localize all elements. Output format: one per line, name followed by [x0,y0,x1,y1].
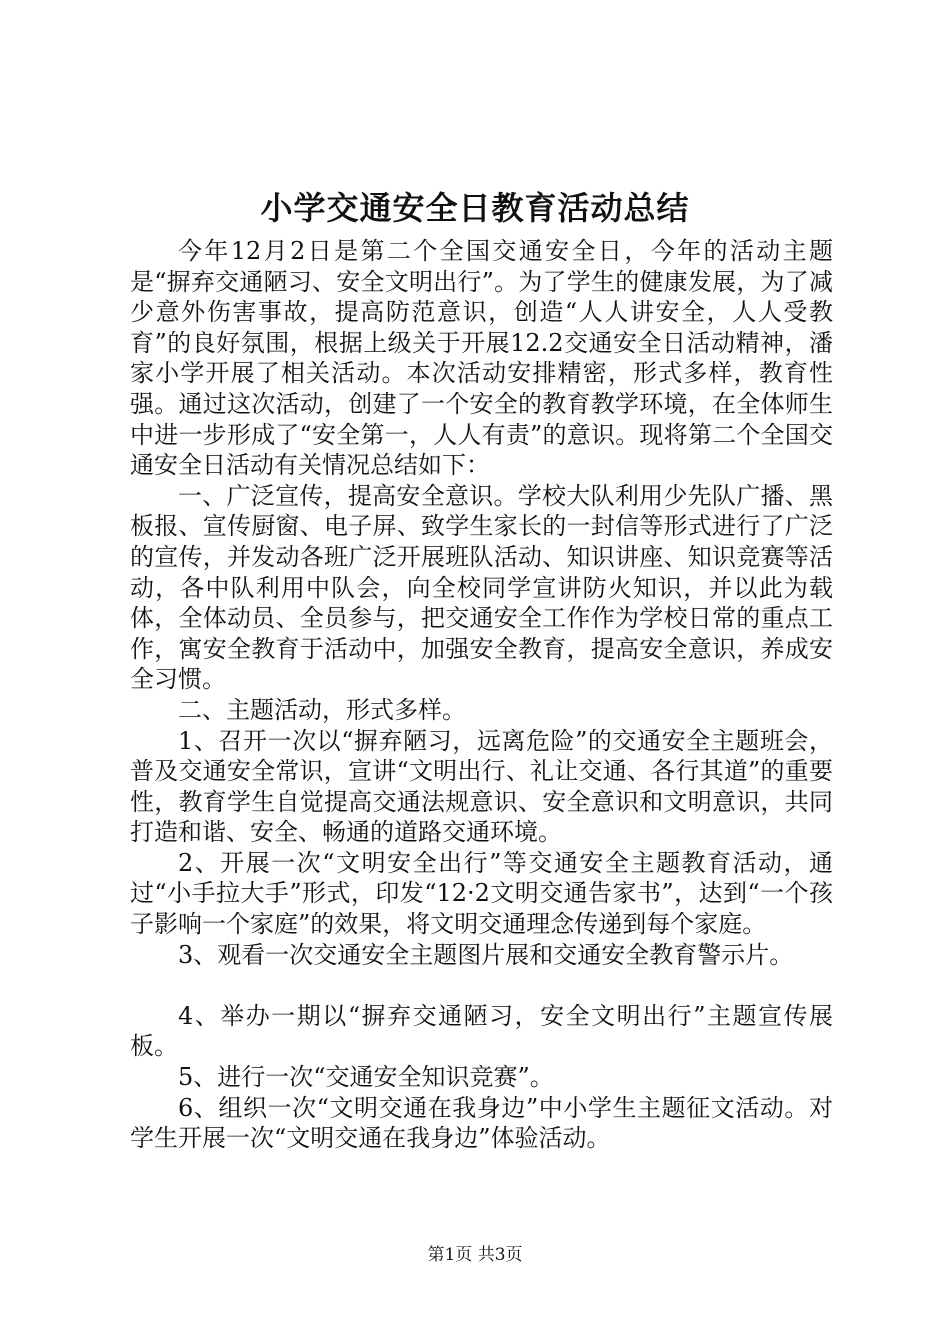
paragraph-item-4: 4、举办一期以“摒弃交通陋习，安全文明出行”主题宣传展板。 [130,1001,833,1061]
page-footer: 第1页 共3页 [427,1245,523,1265]
paragraph-section-2-heading: 二、主题活动，形式多样。 [178,695,466,724]
paragraph-intro: 今年12月2日是第二个全国交通安全日，今年的活动主题是“摒弃交通陋习、安全文明出行”。为了学生的健康发展，为了减少意外伤害事故，提高防范意识，创造“人人讲安全，人人受教育”的良好氛围，根据上级关于开展12.2交通安全日活动精神，潘家小学开展了相关活动。本次活动安排精密，形式多样，教育性强。通过这次活动，创建了一个安全的教育教学环境，在全体师生中进一步形成了“安全第一，人人有责”的意识。现将第二个全国交通安全日活动有关情况总结如下： [130,237,833,480]
document-title: 小学交通安全日教育活动总结 [260,189,690,227]
paragraph-item-6: 6、组织一次“文明交通在我身边”中小学生主题征文活动。对学生开展一次“文明交通在我身边”体验活动。 [130,1093,833,1153]
paragraph-item-1: 1、召开一次以“摒弃陋习，远离危险”的交通安全主题班会，普及交通安全常识，宣讲“文明出行、礼让交通、各行其道”的重要性，教育学生自觉提高交通法规意识、安全意识和文明意识，共同打造和谐、安全、畅通的道路交通环境。 [130,726,833,847]
paragraph-item-5: 5、进行一次“交通安全知识竞赛”。 [178,1063,554,1092]
paragraph-item-2: 2、开展一次“文明安全出行”等交通安全主题教育活动，通过“小手拉大手”形式，印发“12·2文明交通告家书”，达到“一个孩子影响一个家庭”的效果，将文明交通理念传递到每个家庭。 [130,848,833,939]
paragraph-section-1: 一、广泛宣传，提高安全意识。学校大队利用少先队广播、黑板报、宣传厨窗、电子屏、致学生家长的一封信等形式进行了广泛的宣传，并发动各班广泛开展班队活动、知识讲座、知识竞赛等活动，各中队利用中队会，向全校同学宣讲防火知识，并以此为载体，全体动员、全员参与，把交通安全工作作为学校日常的重点工作，寓安全教育于活动中，加强安全教育，提高安全意识，养成安全习惯。 [130,481,833,694]
paragraph-item-3: 3、观看一次交通安全主题图片展和交通安全教育警示片。 [178,940,794,969]
document-body [130,236,833,1154]
